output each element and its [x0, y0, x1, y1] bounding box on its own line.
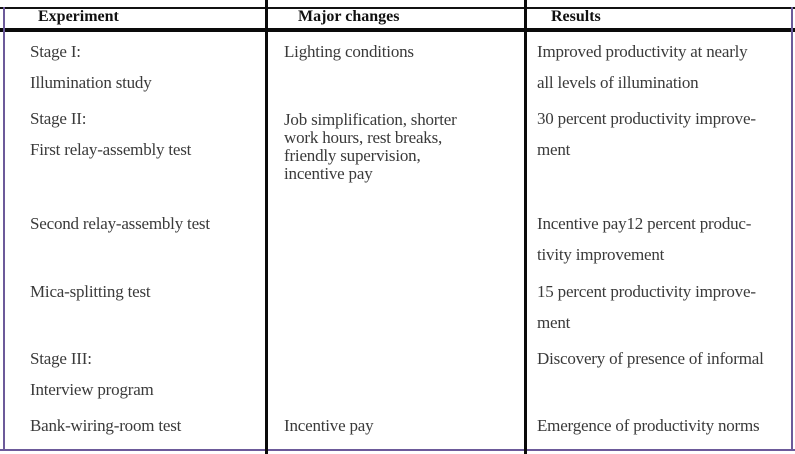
experiment-cell-line: Mica-splitting test: [30, 282, 151, 301]
header-bottom-rule: [0, 28, 795, 32]
results-cell-line: ment: [537, 313, 571, 332]
experiment-cell-line: Illumination study: [30, 73, 152, 92]
experiment-cell-line: First relay-assembly test: [30, 140, 192, 159]
experiment-cell-line: Stage II:: [30, 109, 87, 128]
experiment-cell-line: Second relay-assembly test: [30, 214, 210, 233]
results-cell-line: Improved productivity at nearly: [537, 42, 748, 61]
column-divider-1: [265, 0, 268, 454]
experiment-cell-line: Stage III:: [30, 349, 92, 368]
results-cell-line: Emergence of productivity norms: [537, 416, 760, 435]
changes-cell-line: incentive pay: [284, 164, 373, 183]
results-cell-line: ment: [537, 140, 571, 159]
column-divider-2: [524, 0, 527, 454]
changes-cell-line: Incentive pay: [284, 416, 374, 435]
header-results: Results: [551, 8, 601, 25]
changes-cell-line: Lighting conditions: [284, 42, 414, 61]
results-cell-line: all levels of illumination: [537, 73, 699, 92]
changes-cell-line: Job simplification, shorter: [284, 110, 457, 129]
header-major-changes: Major changes: [298, 8, 400, 25]
experiment-cell-line: Interview program: [30, 380, 154, 399]
changes-cell-line: friendly supervision,: [284, 146, 421, 165]
results-cell-line: tivity improvement: [537, 245, 665, 264]
table-right-border: [791, 7, 793, 451]
experiment-cell-line: Bank-wiring-room test: [30, 416, 182, 435]
table-bottom-rule: [0, 449, 795, 451]
header-experiment: Experiment: [38, 8, 119, 25]
changes-cell-line: work hours, rest breaks,: [284, 128, 443, 147]
results-cell-line: Incentive pay12 percent produc-: [537, 214, 752, 233]
results-cell-line: Discovery of presence of informal: [537, 349, 764, 368]
table-left-border: [3, 7, 5, 451]
experiment-cell-line: Stage I:: [30, 42, 81, 61]
results-cell-line: 30 percent productivity improve-: [537, 109, 756, 128]
results-cell-line: 15 percent productivity improve-: [537, 282, 756, 301]
